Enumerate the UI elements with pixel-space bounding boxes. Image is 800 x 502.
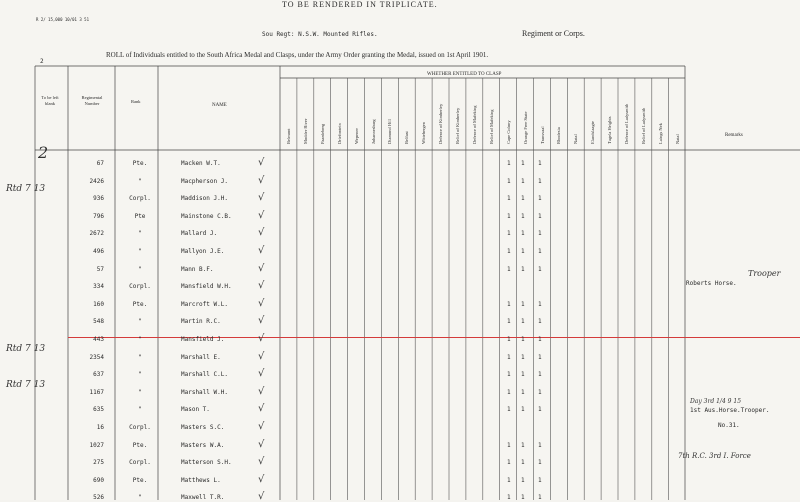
clasp-entry: 1 (507, 248, 511, 255)
check-tick: √ (258, 421, 265, 432)
clasp-entry: 1 (538, 494, 542, 502)
clasp-entry: 1 (538, 476, 542, 484)
regimental-number: 635 (93, 406, 104, 414)
check-tick: √ (258, 245, 265, 256)
regimental-number: 690 (93, 476, 104, 484)
check-tick: √ (258, 333, 265, 344)
clasps-heading: WHETHER ENTITLED TO CLASP (427, 72, 502, 77)
soldier-name: Mansfield J. (181, 336, 225, 343)
soldier-name: Mason T. (181, 406, 210, 414)
clasp-entry: 1 (538, 195, 542, 203)
clasp-entry: 1 (521, 388, 525, 396)
clasp-entry: 1 (538, 160, 542, 167)
col-rank: Rank (131, 99, 141, 104)
rank: Pte. (132, 160, 148, 167)
clasp-header: Wepener (353, 128, 359, 144)
soldier-name: Masters S.C. (181, 424, 225, 431)
clasp-header: Defence of Ladysmith (624, 103, 629, 144)
rank: " (138, 353, 142, 361)
rank: " (138, 265, 142, 273)
clasp-header: Johannesburg (370, 119, 376, 144)
clasp-entry: 1 (521, 248, 525, 255)
remark-masters-2: No.31. (718, 422, 740, 429)
regimental-number: 796 (93, 212, 104, 220)
rank: Pte (134, 212, 146, 220)
regimental-number: 443 (93, 336, 104, 343)
clasp-entry: 1 (521, 494, 525, 502)
remark-trooper-hand: Trooper (748, 269, 781, 278)
clasp-entry: 1 (538, 300, 542, 308)
clasp-entry: 1 (507, 459, 511, 467)
regimental-number: 57 (96, 265, 104, 273)
regimental-number: 2354 (89, 353, 104, 361)
clasp-entry: 1 (521, 177, 525, 185)
soldier-name: Masters W.A. (181, 441, 225, 449)
regimental-number: 936 (93, 195, 104, 203)
clasp-entry: 1 (521, 212, 525, 220)
soldier-name: Maxwell T.R. (181, 494, 225, 502)
check-tick: √ (258, 297, 265, 309)
clasp-entry: 1 (507, 300, 511, 308)
clasp-entry: 1 (507, 476, 511, 484)
clasp-header: Modder River (302, 118, 308, 144)
clasp-entry: 1 (507, 371, 511, 379)
remark-masters-hand: Day 3rd 1/4 9 15 (690, 398, 742, 405)
regiment-value: Sou Regt: N.S.W. Mounted Rifles. (262, 31, 378, 38)
red-underline (68, 337, 800, 338)
regimental-number: 496 (93, 248, 104, 255)
soldier-name: Marshall E. (181, 353, 221, 361)
rank: " (138, 406, 142, 414)
clasp-entry: 1 (521, 318, 525, 326)
rank: Corpl. (129, 459, 151, 467)
clasp-entry: 1 (538, 371, 542, 379)
clasp-entry: 1 (521, 459, 525, 467)
regimental-number: 548 (93, 318, 104, 326)
clasp-entry: 1 (521, 265, 525, 273)
page-number: 2 (40, 58, 44, 65)
check-tick: √ (258, 315, 265, 327)
soldier-name: Mallard J. (181, 230, 218, 238)
rank: " (138, 318, 142, 326)
check-tick: √ (258, 473, 265, 485)
col-left-blank: To be left blank (41, 95, 59, 106)
clasp-entry: 1 (521, 406, 525, 414)
clasp-entry: 1 (507, 336, 511, 343)
clasp-entry: 1 (521, 371, 525, 379)
regimental-number: 637 (93, 371, 104, 379)
clasp-header: Tugela Heights (607, 116, 613, 144)
clasp-header: Defence of Mafeking (471, 105, 477, 144)
clasp-entry: 1 (538, 248, 542, 255)
clasp-entry: 1 (507, 441, 511, 449)
regimental-number: 275 (93, 459, 104, 467)
clasp-entry: 1 (521, 230, 525, 238)
check-tick: √ (258, 385, 265, 397)
check-tick: √ (258, 491, 265, 502)
margin-mark-2: 2 (38, 143, 49, 162)
clasp-header: Transvaal (539, 126, 545, 144)
regimental-number: 160 (93, 300, 104, 308)
clasp-entry: 1 (507, 160, 511, 167)
check-tick: √ (258, 456, 265, 468)
regimental-number: 1027 (89, 441, 104, 449)
clasp-entry: 1 (538, 336, 542, 343)
check-tick: √ (258, 350, 265, 362)
clasp-header: Belmont (286, 128, 291, 144)
clasp-header: Orange Free State (522, 111, 528, 144)
clasp-entry: 1 (538, 212, 542, 220)
clasp-entry: 1 (507, 212, 511, 220)
regimental-number: 1167 (89, 388, 104, 396)
soldier-name: Marshall C.L. (181, 371, 228, 379)
rank: " (138, 371, 142, 379)
clasp-header: Defence of Kimberley (438, 103, 444, 144)
top-title: TO BE RENDERED IN TRIPLICATE. (282, 0, 438, 9)
clasp-header: Diamond Hill (387, 119, 393, 144)
clasp-entry: 1 (538, 230, 542, 238)
clasp-entry: 1 (538, 406, 542, 414)
clasp-entry: 1 (507, 494, 511, 502)
rank: Pte. (132, 441, 148, 449)
remark-masters-1: 1st Aus.Horse.Trooper. (690, 407, 770, 414)
soldier-name: Macpherson J. (181, 177, 228, 185)
check-tick: √ (258, 403, 265, 415)
check-tick: √ (258, 209, 265, 221)
col-remarks: Remarks (725, 133, 743, 138)
soldier-name: Marcroft W.L. (181, 300, 228, 308)
clasp-entry: 1 (507, 195, 511, 203)
check-tick: √ (258, 192, 265, 204)
soldier-name: Matthews L. (181, 476, 221, 484)
clasp-header: Relief of Ladysmith (640, 107, 646, 144)
check-tick: √ (258, 227, 265, 239)
regimental-number: 16 (96, 424, 104, 431)
soldier-name: Maddison J.H. (181, 195, 228, 203)
clasp-header: Rhodesia (556, 127, 562, 144)
col-regimental-number: Regimental Number (81, 95, 103, 106)
clasp-entry: 1 (507, 230, 511, 238)
rank: " (138, 494, 142, 502)
margin-note-rtd-3: Rtd 7 13 (6, 380, 46, 390)
soldier-name: Mann B.F. (181, 265, 214, 273)
rank: " (138, 336, 142, 343)
regimental-number: 334 (93, 283, 104, 291)
soldier-name: Mansfield W.H. (181, 283, 232, 291)
soldier-name: Matterson S.H. (181, 459, 232, 467)
clasp-header: Laings Nek (657, 123, 663, 144)
rank: Corpl. (129, 195, 151, 203)
clasp-entry: 1 (521, 160, 525, 167)
regimental-number: 2672 (89, 230, 104, 238)
clasp-header: Relief of Kimberley (455, 107, 460, 144)
rank: " (138, 177, 142, 185)
rank: " (138, 230, 142, 238)
rank: Pte. (132, 300, 148, 308)
clasp-entry: 1 (538, 459, 542, 467)
clasp-entry: 1 (538, 177, 542, 185)
check-tick: √ (258, 157, 265, 168)
check-tick: √ (258, 262, 265, 274)
form-code: R 2/ 15,000 10/01 3 51 (36, 17, 89, 22)
clasp-entry: 1 (521, 336, 525, 343)
rank: Pte. (132, 476, 148, 484)
rank: " (138, 388, 142, 396)
clasp-entry: 1 (521, 441, 525, 449)
clasp-header: Cape Colony (505, 120, 511, 144)
soldier-name: Marshall W.H. (181, 388, 228, 396)
check-tick: √ (258, 438, 265, 450)
clasp-entry: 1 (538, 441, 542, 449)
clasp-entry: 1 (507, 388, 511, 396)
clasp-header: Natal (674, 134, 680, 144)
clasp-entry: 1 (521, 353, 525, 361)
regiment-label: Regiment or Corps. (522, 29, 585, 38)
col-name: NAME (212, 103, 227, 108)
clasp-entry: 1 (507, 265, 511, 273)
clasp-header: Elandslaagte (590, 121, 596, 144)
margin-note-rtd-2: Rtd 7 13 (6, 344, 46, 354)
clasp-entry: 1 (521, 476, 525, 484)
remark-roberts-horse: Roberts Horse. (686, 280, 737, 287)
clasp-entry: 1 (507, 353, 511, 361)
check-tick: √ (258, 368, 265, 380)
clasp-header: Driefontein (336, 123, 342, 144)
clasp-header: Belfast (404, 131, 410, 144)
remark-matthews-hand: 7th R.C. 3rd I. Force (678, 452, 751, 460)
clasp-entry: 1 (507, 318, 511, 326)
soldier-name: Mainstone C.B. (181, 212, 232, 220)
clasp-entry: 1 (507, 177, 511, 185)
regimental-number: 526 (93, 494, 104, 502)
roll-title: ROLL of Individuals entitled to the South Africa Medal and Clasps, under the Army Order granting the Medal, issued on 1st April 1901. (106, 51, 489, 59)
check-tick: √ (258, 280, 265, 292)
clasp-header: Wittebergen (421, 122, 427, 144)
rank: Corpl. (129, 424, 151, 431)
rank: Corpl. (129, 283, 151, 291)
soldier-name: Macken W.T. (181, 160, 221, 167)
clasp-entry: 1 (521, 195, 525, 203)
clasp-entry: 1 (521, 300, 525, 308)
check-tick: √ (258, 174, 265, 186)
rank: " (138, 248, 142, 255)
clasp-header: Natal (573, 134, 579, 144)
margin-note-rtd-1: Rtd 7 13 (6, 184, 46, 194)
regimental-number: 2426 (89, 177, 104, 185)
clasp-entry: 1 (538, 318, 542, 326)
regimental-number: 67 (96, 160, 104, 167)
clasp-entry: 1 (538, 265, 542, 273)
clasp-entry: 1 (538, 353, 542, 361)
clasp-entry: 1 (507, 406, 511, 414)
soldier-name: Martin R.C. (181, 318, 221, 326)
soldier-name: Mallyon J.E. (181, 248, 225, 255)
clasp-entry: 1 (538, 388, 542, 396)
clasp-header: Relief of Mafeking (488, 109, 494, 144)
clasp-header: Paardeberg (319, 123, 325, 144)
